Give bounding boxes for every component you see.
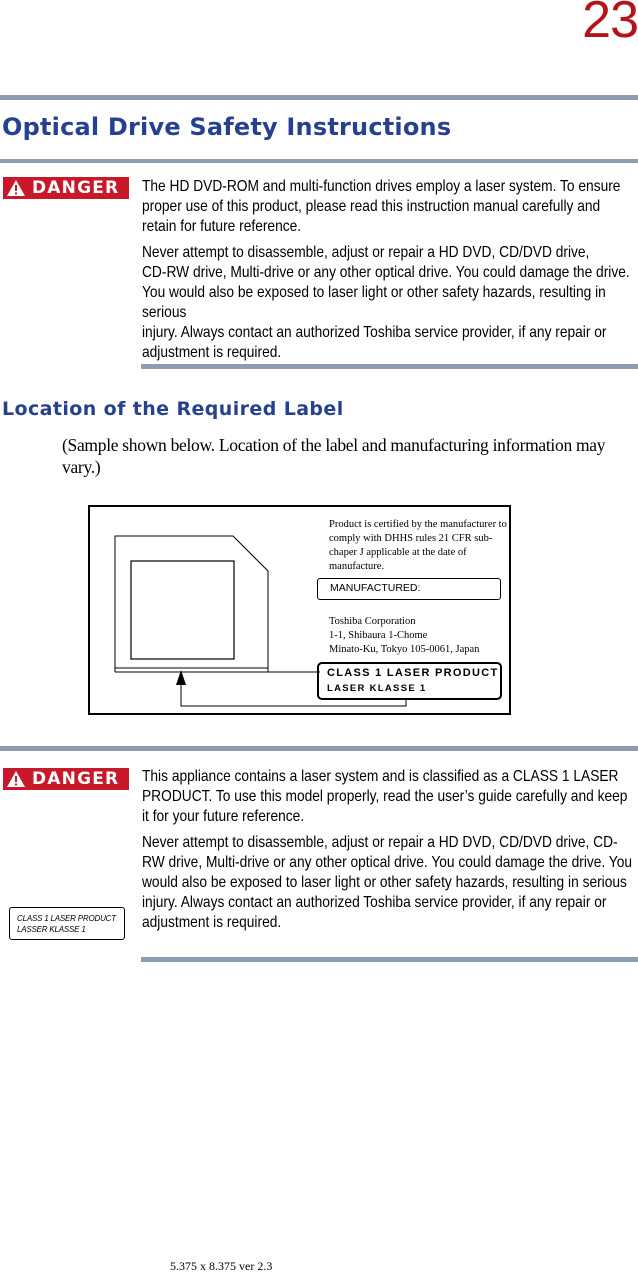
certification-text (329, 518, 509, 574)
class-1-laser-label (317, 662, 502, 700)
safety-paragraph (142, 243, 634, 363)
danger-badge (3, 768, 129, 790)
text-line: 1-1, Shibaura 1-Chome (329, 630, 428, 641)
text-line: comply with DHHS rules 21 CFR sub- (329, 533, 493, 544)
text-line: Toshiba Corporation (329, 616, 416, 627)
danger-label: DANGER (32, 769, 120, 789)
divider (141, 364, 638, 369)
warning-triangle-icon (6, 770, 26, 788)
danger-badge (3, 177, 129, 199)
text-line: You would also be exposed to laser light or other safety hazards, resulting in serious (142, 284, 606, 321)
text-line: chaper J applicable at the date of (329, 547, 467, 558)
text-line: CD-RW drive, Multi-drive or any other optical drive. You could damage the drive. (142, 264, 630, 281)
text-line: Minato-Ku, Tokyo 105-0061, Japan (329, 644, 480, 655)
small-laser-label (9, 907, 125, 940)
section-heading: Location of the Required Label (2, 398, 344, 420)
safety-paragraph: Never attempt to disassemble, adjust or repair a HD DVD, CD/DVD drive, CD-RW drive, Multi-drive or any other optical drive. You could damage the drive. You would also be exposed to laser light or other safety hazards, resulting in serious injury. Always contact an authorized Toshiba service provider, if any repair or adjustment is required. (142, 834, 633, 931)
manufactured-box (317, 578, 501, 600)
class-label-line: LASER KLASSE 1 (327, 683, 427, 694)
text-line: adjustment is required. (142, 344, 282, 361)
manufactured-label: MANUFACTURED: (330, 582, 421, 594)
text-line: injury. Always contact an authorized Toshiba service provider, if any repair or (142, 324, 607, 341)
divider (0, 95, 638, 100)
footer-text: 5.375 x 8.375 ver 2.3 (170, 1259, 273, 1273)
class-label-line: CLASS 1 LASER PRODUCT (327, 667, 499, 679)
intro-text: (Sample shown below. Location of the label and manufacturing information may vary.) (62, 435, 606, 477)
divider (0, 159, 638, 163)
label-figure (88, 505, 511, 715)
text-line: manufacture. (329, 561, 385, 572)
text-line: CLASS 1 LASER PRODUCT (17, 914, 116, 923)
text-line: Never attempt to disassemble, adjust or repair a HD DVD, CD/DVD drive, (142, 244, 590, 261)
text-line: Product is certified by the manufacturer to (329, 519, 507, 530)
safety-paragraph: The HD DVD-ROM and multi-function drives employ a laser system. To ensure proper use of this product, please read this instruction manual carefully and retain for future reference. (142, 178, 621, 235)
divider (0, 746, 638, 751)
page-number: 23 (582, 0, 638, 49)
manufacturer-address (329, 615, 509, 657)
warning-triangle-icon (6, 179, 26, 197)
page-title: Optical Drive Safety Instructions (2, 113, 452, 141)
divider (141, 957, 638, 962)
safety-paragraph: This appliance contains a laser system and is classified as a CLASS 1 LASER PRODUCT. To use this model properly, read the user’s guide carefully and keep it for your future reference. (142, 768, 628, 825)
text-line: LASSER KLASSE 1 (17, 925, 86, 934)
danger-label: DANGER (32, 178, 120, 198)
